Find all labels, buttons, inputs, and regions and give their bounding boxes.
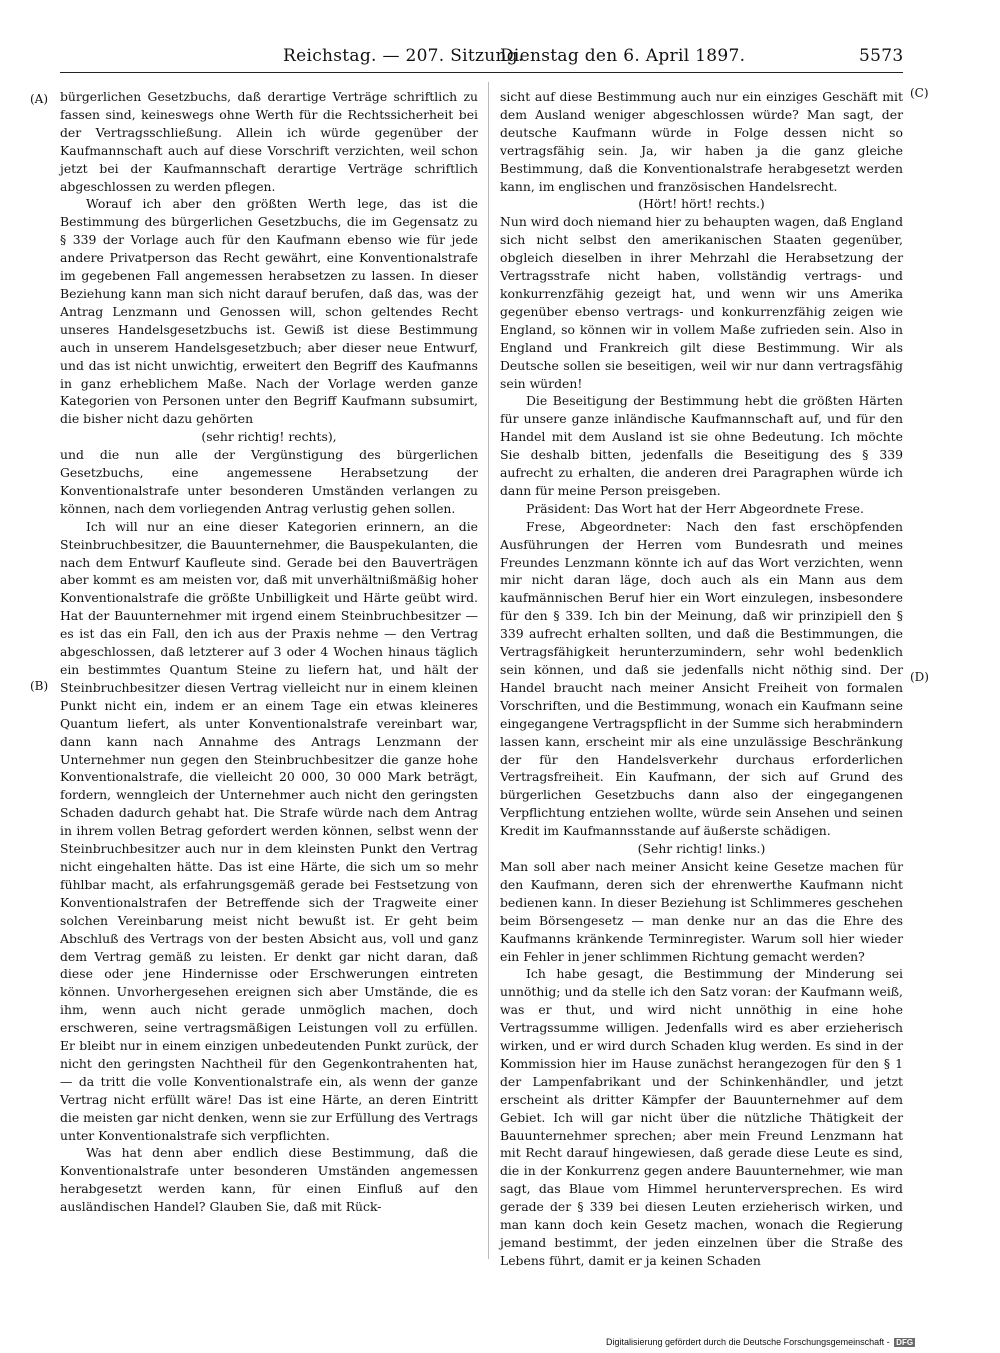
paragraph: Was hat denn aber endlich diese Bestimmung, daß die Konventionalstrafe unter besonderen Umständen angemessen herabgesetzt werden kann, für einen Einfluß auf den ausländischen Handel? Glauben Sie, daß mit Rück- (60, 1145, 478, 1215)
paragraph: sicht auf diese Bestimmung auch nur ein einziges Geschäft mit dem Ausland weniger abgeschlossen würde? Man sagt, der deutsche Kaufmann würde in Folge dessen nicht so vertragsfähig sein. Ja, wir haben ja die ganz gleiche Bestimmung, daß die Konventionalstrafe herabgesetzt werden kann, im englischen und französischen Handelsrecht. (500, 89, 903, 194)
speaker-frese: Frese, Abgeordneter: Nach den fast erschöpfenden Ausführungen der Herren vom Bundesrath und meines Freundes Lenzmann könnte ich auf das Wort verzichten, wenn mir nicht daran läge, doch auch als ein Mann aus dem kaufmännischen Beruf hier ein Wort einzulegen, insbesondere für den § 339. Ich bin der Meinung, daß wir prinzipiell den § 339 aufrecht erhalten sollten, und daß die Bestimmungen, die Vertragsfähigkeit herunterzumindern, sehr wohl bedenklich sein können, und daß sie jedenfalls nicht nöthig sind. Der Handel braucht nach meiner Ansicht Freiheit von formalen Vorschriften, und die Bestimmung, wonach ein Kaufmann seine eingegangene Vertragspflicht in der Summe sich herabmindern lassen kann, erscheint mir als eine unzulässige Beschränkung der für den Handelsverkehr durchaus erforderlichen Vertragsfreiheit. Ein Kaufmann, der sich auf Grund des bürgerlichen Gesetzbuchs dann also der eingegangenen Verpflichtung entziehen wollte, würde sein Ansehen und seinen Kredit im Kaufmannsstande auf äußerste schädigen. (500, 518, 903, 839)
header-chamber-session: Reichstag. — 207. Sitzung. (283, 46, 524, 66)
paragraph: Ich will nur an eine dieser Kategorien erinnern, an die Steinbruchbesitzer, die Bauunternehmer, die Bauspekulanten, die nach dem Entwurf Kaufleute sind. Gerade bei den Bauverträgen aber kommt es am meisten vor, daß mit unverhältnißmäßig hoher Konventionalstrafe die größte Unbilligkeit und Härte geübt wird. Hat der Bauunternehmer mit irgend einem Steinbruchbesitzer — es ist das ein Fall, den ich aus der Praxis nehme — den Vertrag abgeschlossen, daß letzterer auf 3 oder 4 Wochen hinaus täglich ein bestimmtes Quantum Steine zu liefern hat, und hält der Steinbruchbesitzer diesen Vertrag vielleicht nur in einem kleinen Punkt nicht ein, indem er an einem Tage ein etwas kleineres Quantum liefert, als unter Konventionalstrafe vereinbart war, dann kann nach Annahme des Antrags Lenzmann der Unternehmer nun gegen den Steinbruchbesitzer die ganze hohe Konventionalstrafe, die vielleicht 20 000, 30 000 Mark beträgt, fordern, wenngleich der Unternehmer auch nicht den geringsten Schaden dadurch gehabt hat. Die Strafe würde nach dem Antrag in ihrem vollen Betrag gefordert werden können, selbst wenn der Steinbruchbesitzer auch nur in dem kleinsten Punkt den Vertrag nicht eingehalten hätte. Das ist eine Härte, die sich um so mehr fühlbar macht, als erfahrungsgemäß gerade bei Festsetzung von Konventionalstrafen der Betreffende sich der Tragweite einer solchen Vereinbarung meist nicht bewußt ist. Er geht beim Abschluß des Vertrags von der besten Absicht aus, voll und ganz dem Vertrag gemäß zu leisten. Er denkt gar nicht daran, daß diese oder jene Hindernisse oder Erschwerungen eintreten können. Unvorhergesehen ereignen sich aber Umstände, die es ihm, wenn auch nicht gerade unmöglich machen, doch erschweren, seine vertragsmäßigen Leistungen voll zu erfüllen. Er bleibt nur in einem einzigen unbedeutenden Punkt zurück, der nicht den geringsten Nachtheil für den Gegenkontrahenten hat, — da tritt die volle Konventionalstrafe ein, als wenn der ganze Vertrag nicht erfüllt wäre! Das ist eine Härte, an deren Eintritt die meisten gar nicht denken, wenn sie zur Erfüllung des Vertrags unter Konventionalstrafe sich verpflichten. (60, 518, 479, 1143)
margin-marker-d: (D) (910, 670, 929, 684)
paragraph: Worauf ich aber den größten Werth lege, das ist die Bestimmung des bürgerlichen Gesetzbuchs, die im Gegensatz zu § 339 der Vorlage auch für den Kaufmann ebenso wie für jede andere Privatperson das Recht gewährt, eine Konventionalstrafe im gegebenen Fall angemessen herabsetzen zu lassen. In dieser Beziehung kann man sich nicht darauf berufen, daß das, was der Antrag Lenzmann und Genossen will, schon geltendes Recht unseres Handelsgesetzbuchs ist. Gewiß ist diese Bestimmung auch in unserem Handelsgesetzbuch; aber dieser neue Entwurf, und das ist nicht unwichtig, erweitert den Begriff des Kaufmanns in ganz erheblichem Maße. Nach der Vorlage werden ganze Kategorien von Personen unter den Begriff Kaufmann subsumirt, die bisher nicht dazu gehörten (60, 196, 478, 427)
paragraph: Nun wird doch niemand hier zu behaupten wagen, daß England sich nicht selbst den amerikanischen Staaten gegenüber, obgleich dieselben in ihrer Mehrzahl die Herabsetzung der Vertragsstrafe nicht haben, vollständig vertrags- und konkurrenzfähig gezeigt hat, und wenn wir uns Amerika gegenüber ebenso vertrags- und konkurrenzfähig zeigen wie England, so können wir in vollem Maße zufrieden sein. Also in England und Frankreich gilt diese Bestimmung. Wir als Deutsche sollen sie beseitigen, weil wir nur dann vertragsfähig sein würden! (500, 214, 903, 391)
paragraph: Die Beseitigung der Bestimmung hebt die größten Härten für unsere ganze inländische Kaufmannschaft auf, und für den Handel mit dem Ausland ist sie ohne Bedeutung. Ich möchte Sie deshalb bitten, jedenfalls die Beseitigung des § 339 aufrecht zu erhalten, die anderen drei Paragraphen würde ich dann für meine Person preisgeben. (500, 393, 903, 498)
margin-marker-c: (C) (910, 86, 929, 100)
header-rule (60, 72, 903, 73)
footer-text: Digitalisierung gefördert durch die Deutsche Forschungsgemeinschaft - (606, 1337, 890, 1347)
left-column (60, 88, 478, 1216)
header-date: Dienstag den 6. April 1897. (500, 46, 746, 66)
interjection: (Hört! hört! rechts.) (638, 196, 765, 212)
right-column (500, 88, 903, 1270)
interjection: (sehr richtig! rechts), (201, 429, 337, 445)
interjection: (Sehr richtig! links.) (637, 841, 766, 857)
paragraph: Ich habe gesagt, die Bestimmung der Minderung sei unnöthig; und da stelle ich den Satz voran: der Kaufmann weiß, was er thut, und wird nicht unnöthig in eine hohe Vertragssumme willigen. Jedenfalls wird es aber erzieherisch wirken, und er wird durch Schaden klug werden. Es sind in der Kommission hier im Hause zunächst herangezogen für den § 1 der Lampenfabrikant und der Schinkenhändler, und jetzt erscheint als dritter Kämpfer der Bauunternehmer auf dem Gebiet. Ich will gar nicht über die nützliche Thätigkeit der Bauunternehmer sprechen; aber mein Freund Lenzmann hat mit Recht darauf hingewiesen, daß gerade diese Leute es sind, die in der Konkurrenz gegen andere Bauunternehmer, wie man sagt, das Blaue vom Himmel herunterversprechen. Es wird gerade der § 339 bei diesen Leuten erzieherisch wirken, und man kann doch kein Gesetz machen, wonach die Regierung jemand bestimmt, der jeden einzelnen über die Straße des Lebens führt, damit er ja keinen Schaden (500, 966, 903, 1268)
speaker-president: Präsident: Das Wort hat der Herr Abgeordnete Frese. (526, 500, 864, 516)
page-number: 5573 (859, 46, 904, 66)
page-header (0, 0, 1000, 75)
dfg-logo: DFG (896, 1338, 914, 1347)
paragraph: Man soll aber nach meiner Ansicht keine Gesetze machen für den Kaufmann, deren sich der ehrenwerthe Kaufmann nicht bedienen kann. In dieser Beziehung ist Schlimmeres geschehen beim Börsengesetz — man denke nur an das die Ehre des Kaufmanns kränkende Terminregister. Warum soll hier wieder ein Fehler in jener schlimmen Richtung gemacht werden? (500, 858, 903, 964)
margin-marker-b: (B) (30, 679, 49, 693)
footer (606, 1337, 915, 1347)
paragraph: bürgerlichen Gesetzbuchs, daß derartige Verträge schriftlich zu fassen sind, keineswegs ohne Werth für die Rechtssicherheit bei der Vertragsschließung. Allein ich würde gegenüber der Kaufmannschaft auch auf diese Vorschrift verzichten, weil schon jetzt bei der Kaufmannschaft derartige Verträge schriftlich abgeschlossen zu werden pflegen. (60, 89, 478, 194)
margin-marker-a: (A) (30, 92, 49, 106)
column-divider (488, 82, 489, 1259)
paragraph: und die nun alle der Vergünstigung des bürgerlichen Gesetzbuchs, eine angemessene Herabsetzung der Konventionalstrafe unter besonderen Umständen verlangen zu können, nach dem vorliegenden Antrag verlustig gehen sollen. (60, 447, 478, 516)
